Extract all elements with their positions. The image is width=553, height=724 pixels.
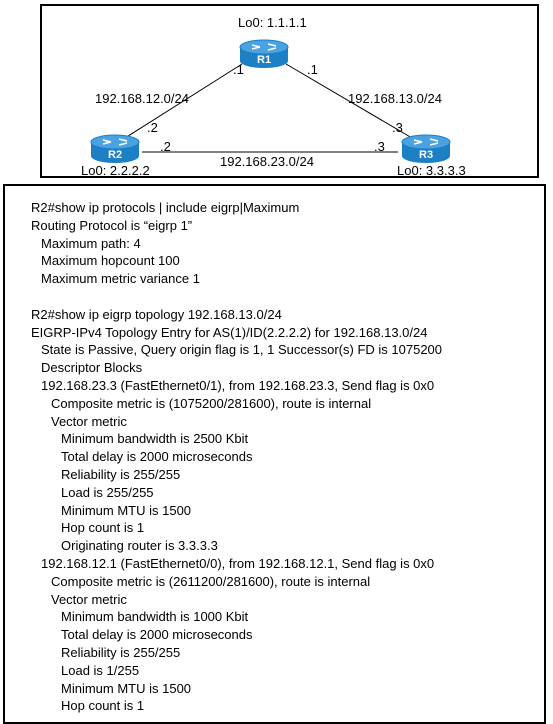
- cli-output-lines: [5, 186, 544, 715]
- cli-line: Hop count is 1: [61, 698, 145, 714]
- cli-line: Minimum bandwidth is 2500 Kbit: [61, 431, 249, 447]
- cli-line: Vector metric: [51, 591, 127, 607]
- cli-line: Maximum path: 4: [41, 235, 141, 251]
- cli-line: Minimum MTU is 1500: [61, 502, 192, 518]
- link-r1-r2-r1-host: .1: [233, 62, 244, 77]
- cli-line: Total delay is 2000 microseconds: [61, 449, 253, 465]
- cli-line: R2#show ip protocols | include eigrp|Maximum: [31, 200, 300, 215]
- link-r1-r2-subnet: 192.168.12.0/24: [95, 91, 189, 106]
- link-r1-r3-r3-host: .3: [392, 120, 403, 135]
- cli-line: Reliability is 255/255: [61, 466, 181, 482]
- cli-line: Total delay is 2000 microseconds: [61, 627, 253, 643]
- link-r2-r3-r2-host: .2: [160, 139, 171, 154]
- cli-line: Vector metric: [51, 413, 127, 429]
- cli-line: Load is 1/255: [61, 662, 140, 678]
- cli-line: Minimum MTU is 1500: [61, 680, 192, 696]
- router-r1-name: R1: [257, 54, 272, 66]
- link-r1-r3-subnet: 192.168.13.0/24: [348, 91, 442, 106]
- cli-line: [5, 288, 544, 306]
- cli-line: Maximum hopcount 100: [41, 253, 180, 269]
- cli-line: R2#show ip eigrp topology 192.168.13.0/24: [31, 306, 282, 322]
- cli-line: Hop count is 1: [61, 520, 145, 536]
- router-r1-loopback: Lo0: 1.1.1.1: [238, 15, 307, 30]
- link-r1-r2-r2-host: .2: [147, 120, 158, 135]
- cli-line: 192.168.23.3 (FastEthernet0/1), from 192.168.23.3, Send flag is 0x0: [41, 377, 435, 393]
- cli-line: Composite metric is (2611200/281600), route is internal: [51, 573, 371, 589]
- router-r3-loopback: Lo0: 3.3.3.3: [397, 163, 466, 178]
- cli-line: Minimum bandwidth is 1000 Kbit: [61, 609, 249, 625]
- cli-line: Originating router is 3.3.3.3: [61, 538, 218, 554]
- cli-line: EIGRP-IPv4 Topology Entry for AS(1)/ID(2.2.2.2) for 192.168.13.0/24: [31, 324, 428, 340]
- link-r1-r3-r1-host: .1: [307, 62, 318, 77]
- router-r3-name: R3: [419, 149, 434, 161]
- router-r2-loopback: Lo0: 2.2.2.2: [81, 163, 150, 178]
- cli-line: Reliability is 255/255: [61, 644, 181, 660]
- cli-line: Routing Protocol is “eigrp 1”: [31, 217, 193, 233]
- topology-diagram: [40, 4, 539, 178]
- link-r2-r3-r3-host: .3: [374, 139, 385, 154]
- cli-line: Descriptor Blocks: [41, 360, 143, 376]
- link-r2-r3-subnet: 192.168.23.0/24: [220, 154, 314, 169]
- cli-line: 192.168.12.1 (FastEthernet0/0), from 192.168.12.1, Send flag is 0x0: [41, 555, 435, 571]
- cli-output-panel: [3, 184, 546, 724]
- cli-line: Load is 255/255: [61, 484, 154, 500]
- router-r2-name: R2: [108, 149, 123, 161]
- cli-line: State is Passive, Query origin flag is 1, 1 Successor(s) FD is 1075200: [41, 342, 443, 358]
- cli-line: Maximum metric variance 1: [41, 271, 200, 287]
- cli-line: Composite metric is (1075200/281600), route is internal: [51, 395, 372, 411]
